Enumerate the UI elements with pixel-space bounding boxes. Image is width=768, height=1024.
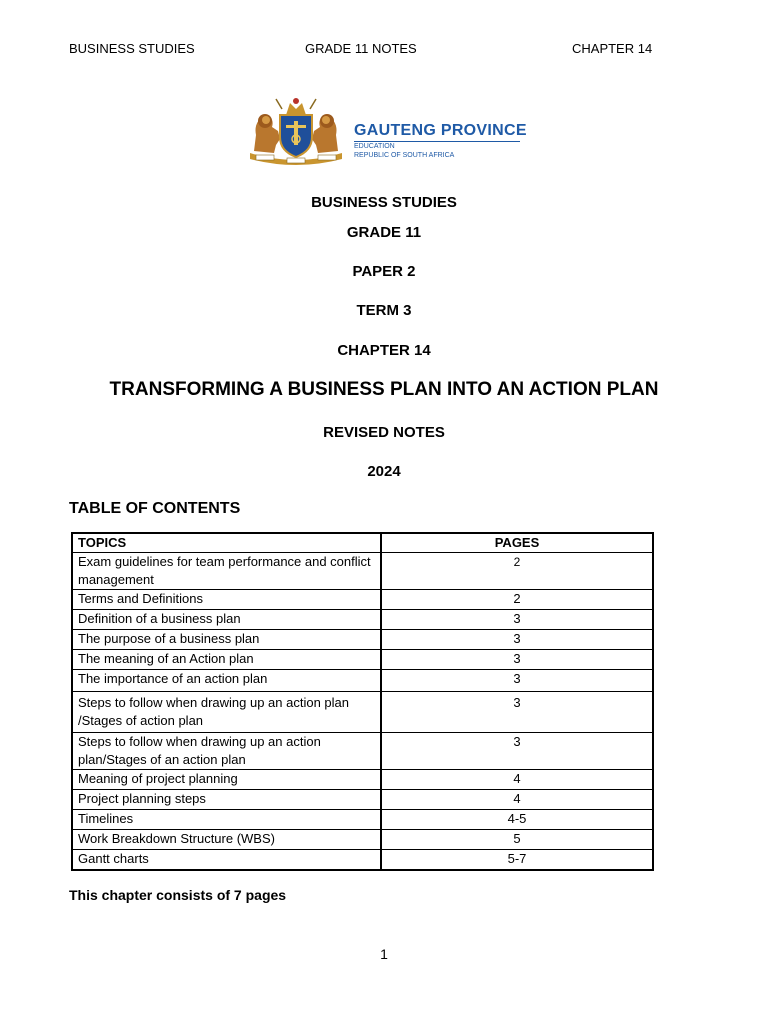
toc-heading: TABLE OF CONTENTS [69,500,241,517]
toc-pages: 2 [381,590,653,610]
toc-topic: Gantt charts [72,850,381,871]
toc-table [71,532,654,871]
toc-pages: 3 [381,610,653,630]
toc-row [72,670,653,692]
toc-topic: Meaning of project planning [72,770,381,790]
cover-subject: BUSINESS STUDIES [311,194,457,211]
toc-row [72,610,653,630]
toc-topic: Terms and Definitions [72,590,381,610]
cover-grade: GRADE 11 [346,224,422,241]
toc-column-pages: PAGES [381,533,653,553]
logo-department: EDUCATION [354,143,395,150]
gauteng-education-logo [246,95,526,165]
toc-row [72,692,653,733]
page-number: 1 [380,946,388,962]
toc-topic: Definition of a business plan [72,610,381,630]
toc-pages: 3 [381,733,653,770]
toc-topic: Steps to follow when drawing up an action plan/Stages of an action plan [72,733,381,770]
toc-topic: The purpose of a business plan [72,630,381,650]
running-header [0,41,768,59]
toc-topic: Exam guidelines for team performance and conflict management [72,553,381,590]
header-grade-notes: GRADE 11 NOTES [305,41,417,56]
toc-topic: Steps to follow when drawing up an action plan /Stages of action plan [72,692,381,733]
coat-of-arms-icon [246,95,346,165]
toc-row [72,830,653,850]
toc-topic: The meaning of an Action plan [72,650,381,670]
toc-pages: 3 [381,670,653,692]
toc-row [72,770,653,790]
toc-row [72,790,653,810]
toc-column-topics: TOPICS [72,533,381,553]
toc-row [72,850,653,871]
cover-paper: PAPER 2 [352,263,416,280]
toc-topic: Timelines [72,810,381,830]
logo-country: REPUBLIC OF SOUTH AFRICA [354,152,455,159]
toc-header-row [72,533,653,553]
toc-row [72,810,653,830]
toc-topic: Work Breakdown Structure (WBS) [72,830,381,850]
toc-pages: 3 [381,630,653,650]
toc-pages: 3 [381,692,653,733]
toc-pages: 5 [381,830,653,850]
toc-row [72,733,653,770]
header-chapter: CHAPTER 14 [572,41,653,56]
toc-pages: 3 [381,650,653,670]
logo-title: GAUTENG PROVINCE [354,122,527,139]
toc-topic: The importance of an action plan [72,670,381,692]
cover-year: 2024 [367,463,401,480]
logo-text [354,122,527,160]
revised-notes-label: REVISED NOTES [323,424,445,441]
toc-row [72,553,653,590]
toc-row [72,630,653,650]
toc-row [72,590,653,610]
toc-pages: 4-5 [381,810,653,830]
document-title: TRANSFORMING A BUSINESS PLAN INTO AN ACTION PLAN [109,379,659,400]
chapter-length-note: This chapter consists of 7 pages [69,887,287,903]
cover-chapter: CHAPTER 14 [337,342,431,359]
toc-pages: 4 [381,790,653,810]
toc-pages: 2 [381,553,653,590]
header-subject: BUSINESS STUDIES [69,41,195,56]
toc-topic: Project planning steps [72,790,381,810]
toc-pages: 4 [381,770,653,790]
cover-term: TERM 3 [356,302,412,319]
toc-pages: 5-7 [381,850,653,871]
toc-row [72,650,653,670]
